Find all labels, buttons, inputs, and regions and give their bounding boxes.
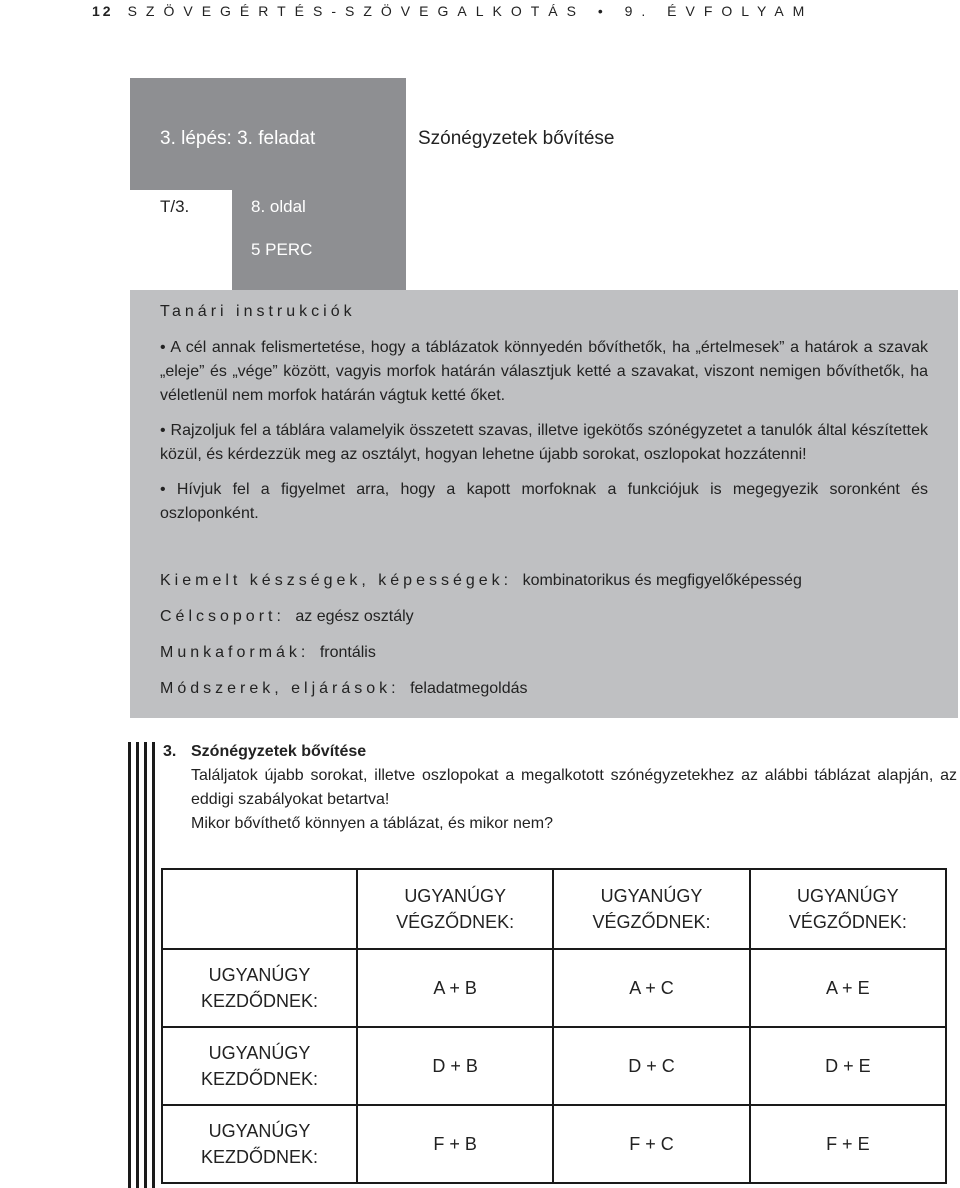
meta-value: frontális xyxy=(319,644,376,661)
duration: 5 PERC xyxy=(251,240,313,259)
meta-work-forms xyxy=(160,644,376,662)
exercise-question: Mikor bővíthető könnyen a táblázat, és mikor nem? xyxy=(191,815,553,832)
meta-key: Módszerek, eljárások: xyxy=(160,680,400,697)
table-cell: A + C xyxy=(553,949,749,1027)
running-head-title: SZÖVEGÉRTÉS-SZÖVEGALKOTÁS • 9. ÉVFOLYAM xyxy=(127,3,814,19)
table-cell: D + E xyxy=(750,1027,946,1105)
exercise-title: Szónégyzetek bővítése xyxy=(191,743,367,760)
task-title: Szónégyzetek bővítése xyxy=(418,128,615,149)
task-code: T/3. xyxy=(160,197,190,216)
table-row xyxy=(162,1105,946,1183)
table-corner-cell xyxy=(162,869,357,949)
exercise-number: 3. xyxy=(163,743,177,760)
instruction-bullet: • A cél annak felismertetése, hogy a táblázatok könnyedén bővíthetők, ha „értelmesek” a határok a szavak „eleje” és „vége” között, vagyis morfok határán választjuk ketté a szavakat, viszont nemigen bővíthetők, ha véletlenül nem morfok határán vágtuk ketté őket. xyxy=(160,339,928,404)
meta-value: kombinatorikus és megfigyelőképesség xyxy=(522,572,802,589)
table-cell: D + C xyxy=(553,1027,749,1105)
meta-key: Munkaformák: xyxy=(160,644,310,661)
column-header: UGYANÚGY VÉGZŐDNEK: xyxy=(357,869,553,949)
table-cell: A + B xyxy=(357,949,553,1027)
instruction-bullet: • Hívjuk fel a figyelmet arra, hogy a kapott morfoknak a funkciójuk is megegyezik soronként és oszloponként. xyxy=(160,481,928,522)
meta-value: feladatmegoldás xyxy=(410,680,528,697)
meta-skills xyxy=(160,572,802,590)
table-header-row xyxy=(162,869,946,949)
row-header: UGYANÚGY KEZDŐDNEK: xyxy=(162,1027,357,1105)
column-header: UGYANÚGY VÉGZŐDNEK: xyxy=(553,869,749,949)
table-row xyxy=(162,1027,946,1105)
exercise xyxy=(163,740,957,836)
instruction-bullet: • Rajzoljuk fel a táblára valamelyik összetett szavas, illetve igekötős szónégyzetet a tanulók által készítettek közül, és kérdezzük meg az osztályt, hogyan lehetne újabb sorokat, oszlopokat hozzátenni! xyxy=(160,422,928,463)
meta-target-group xyxy=(160,608,414,626)
row-header: UGYANÚGY KEZDŐDNEK: xyxy=(162,949,357,1027)
margin-bars xyxy=(128,742,158,1188)
exercise-heading xyxy=(163,740,957,764)
table-cell: D + B xyxy=(357,1027,553,1105)
running-head xyxy=(92,0,813,22)
table-cell: F + C xyxy=(553,1105,749,1183)
table-cell: F + B xyxy=(357,1105,553,1183)
page-reference: 8. oldal xyxy=(251,197,306,216)
page-number: 12 xyxy=(92,3,114,19)
word-square-table xyxy=(161,868,947,1184)
meta-key: Célcsoport: xyxy=(160,608,285,625)
exercise-body: Találjatok újabb sorokat, illetve oszlopokat a megalkotott szónégyzetekhez az alábbi táblázat alapján, az eddigi szabályokat betartva! xyxy=(191,767,957,808)
column-header: UGYANÚGY VÉGZŐDNEK: xyxy=(750,869,946,949)
meta-key: Kiemelt készségek, képességek: xyxy=(160,572,513,589)
instructions-heading: Tanári instrukciók xyxy=(160,303,356,320)
meta-value: az egész osztály xyxy=(295,608,414,625)
step-label: 3. lépés: 3. feladat xyxy=(160,128,316,149)
table-cell: A + E xyxy=(750,949,946,1027)
teacher-instructions xyxy=(160,300,928,526)
table-cell: F + E xyxy=(750,1105,946,1183)
table-row xyxy=(162,949,946,1027)
meta-methods xyxy=(160,680,528,698)
row-header: UGYANÚGY KEZDŐDNEK: xyxy=(162,1105,357,1183)
